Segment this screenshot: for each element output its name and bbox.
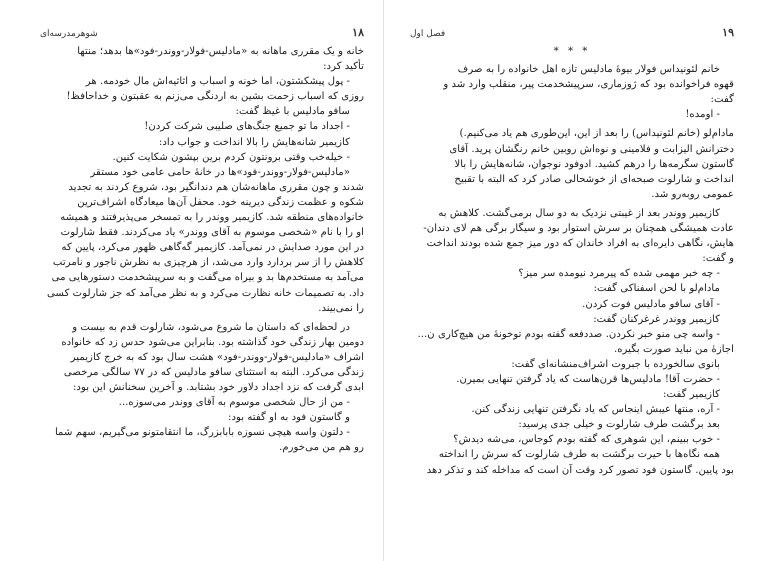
text-line: عمومی روبه‌رو شد.	[651, 188, 734, 200]
text-line: خانه و یک مقرری ماهانه به «مادلیس-فولار-ووندر-فود»ها بدهد؛ منتها	[77, 46, 364, 57]
section-separator: * * *	[553, 46, 591, 57]
text-line: سافو مادلیس با غیظ گفت:	[235, 106, 350, 118]
text-line: عادت همیشگی همچنان بر سرش استوار بود و سیگار برگی هم لای دندان-	[423, 223, 734, 235]
text-line: و گاستون فود به او گفته بود:	[228, 412, 350, 424]
text-line: را نمی‌بیند.	[318, 302, 364, 314]
text-line: او را با نام «شخصی موسوم به آقای ووندر» یاد می‌کردند. فقط شارلوت	[60, 227, 364, 239]
text-line: بود پایین. گاستون فود تصور کرد وقت آن است که مداخله کند و تذکر دهد	[426, 464, 734, 476]
text-line: در این مورد صدایش در نمی‌آمد. کازیمیر گه‌گاهی ظهور می‌کرد، پایین که	[61, 242, 364, 254]
text-line: گفت:	[710, 94, 734, 106]
text-line: می‌آمد به مستخدم‌ها بد و بیراه می‌گفت و به سرپیشخدمت دستورهایی می‌	[51, 272, 364, 284]
book-gutter	[383, 0, 384, 561]
text-line: - حضرت آقا! مادلیس‌ها قرن‌هاست که یاد گرفتن تنهایی بمیرن.	[456, 373, 720, 385]
text-line: کلاهش را از سر بردارد وارد می‌شد، از هرچیزی به نظرش ناجور و نامرتب	[52, 257, 364, 269]
right-page-body	[410, 44, 734, 478]
left-page-body	[40, 44, 364, 456]
text-line: - اومده!	[685, 109, 720, 121]
text-line: - واسه چی منو خبر نکردن. صددفعه گفته بودم توخونهٔ من هیچ‌کاری ن...	[417, 328, 720, 340]
text-line: - پول پیشکشتون، اما خونه و اسباب و اثاثیه‌اش مال خودمه. هر	[85, 76, 350, 88]
text-line: - خیله‌خب وقتی برونتون کردم برین بپشون شکایت کنین.	[112, 151, 350, 163]
text-line: - دلتون واسه هیچی نسوزه بابابزرگ، ما انتقامتونو می‌گیریم، سهم شما	[54, 427, 350, 439]
text-line: - اجداد ما تو جمیع جنگ‌های صلیبی شرکت کردن!	[144, 121, 350, 133]
text-line: زندگی می‌کرد. البته به استثنای سافو مادلیس که در ۷۷ سالگی مرخصی	[63, 366, 364, 378]
page-number: ۱۹	[722, 26, 734, 39]
text-line: - خوب ببینم، این شوهری که گفته بودم کوجاس، می‌شه دیدش؟	[453, 434, 720, 446]
text-line: انداخت و شارلوت صبحه‌ای از خوشحالی صادر کرد که البته با تقبیح	[454, 173, 734, 185]
text-line: کازیمیر ووندر بعد از غیبتی نزدیک به دو سال برمی‌گشت. کلاهش به	[438, 207, 720, 219]
text-line: - آقای سافو مادلیس فوت کردن.	[582, 298, 720, 310]
text-line: دومین بهار زندگی خود گذاشته بود. بنابراین می‌شود حدس زد که خانواده	[61, 336, 364, 348]
text-line: تأکید کرد:	[323, 61, 364, 73]
text-line: بعد برگشت طرف شارلوت و خیلی جدی پرسید:	[518, 419, 720, 431]
text-line: در لحظه‌ای که داستان ما شروع می‌شود، شارلوت قدم به بیست و	[72, 321, 350, 333]
text-line: کازیمیر شانه‌هایش را بالا انداخت و جواب داد:	[158, 136, 350, 148]
text-line: هایش، نگاهی دایره‌ای به افراد خاندان که دور میز جمع شده بودند انداخت	[426, 238, 734, 250]
right-page-header	[410, 26, 734, 40]
text-line: گاستون سگرمه‌ها را درهم کشید. ادوفود نوجوان، شانه‌هایش را بالا	[454, 158, 734, 170]
text-line: داد. به تصمیمات خانه نظارت می‌کرد و به نظر می‌آمد که جز شارلوت کسی	[46, 287, 364, 299]
text-line: خانواده‌های منطقه شد. کازیمیر ووندر را به تمسخر می‌پذیرفتند و همیشه	[60, 212, 364, 224]
text-line: روزی که اسباب زحمت بشین به اردنگی می‌زنم به عقبتون و خداحافظ!	[66, 91, 364, 103]
text-line: همه نگاه‌ها با حیرت برگشت به طرف شارلوت که سرش را انداخته	[438, 449, 720, 461]
page-number: ۱۸	[352, 26, 364, 39]
left-page	[40, 0, 364, 561]
text-line: مادام‌لو (خانم لئونیداس) را بعد از این، این‌طوری هم یاد می‌کنیم.)	[459, 128, 734, 140]
text-line: اشراف «مادلیس-فولار-ووندر-فود» هشت سال بود که به خرج کازیمیر	[70, 351, 364, 363]
text-line: اجازهٔ من نباید صورت بگیره.	[613, 343, 734, 355]
running-head: شوهرمدرسه‌ای	[40, 29, 98, 39]
right-page	[410, 0, 734, 561]
text-line: کازیمیر گفت:	[663, 389, 720, 401]
text-line: دخترانش الیزابت و فلامینی و نوه‌اش روبین خانم رنگشان پرید. آقای	[449, 143, 734, 155]
text-line: و گفت:	[702, 253, 734, 265]
text-line: رو هم من می‌خورم.	[279, 442, 364, 454]
text-line: - من از حال شخصی موسوم به آقای ووندر می‌سوزه...	[118, 397, 350, 409]
text-line: شکوه و عظمت زندگی دیرینه خود. محفل آن‌ها میعادگاه اشراف‌ترین	[77, 196, 364, 208]
running-head: فصل اول	[410, 29, 446, 39]
text-line: بانوی سالخورده با جبروت اشراف‌منشانه‌ای گفت:	[511, 358, 720, 370]
text-line: مادام‌لو با لحن اسفناکی گفت:	[593, 283, 720, 295]
text-line: شدند و چون مقرری ماهانه‌شان هم دندانگیر بود، شروع کردند به تجدید	[68, 181, 364, 193]
text-line: «مادلیس-فولار-ووندر-فود»ها در خانهٔ حامی عامی خود مستقر	[90, 166, 350, 178]
text-line: - چه خبر مهمی شده که پیرمرد نیومده سر میز؟	[518, 268, 720, 280]
text-line: خانم لئونیداس فولار بیوهٔ مادلیس تازه اهل خانواده را به صرف	[457, 64, 720, 76]
text-line: قهوه فراخوانده بود که ژوزماری، سرپیشخدمت پیر، منقلب وارد شد و	[443, 79, 734, 91]
left-page-header	[40, 26, 364, 40]
text-line: کازیمیر ووندر غرغرکنان گفت:	[593, 313, 720, 325]
text-line: ابدی گرفت که نزد اجداد دلاور خود بشتابد. و آخرین سخنانش این بود:	[72, 382, 364, 394]
text-line: - آره، منتها عیبش اینجاس که یاد نگرفتن تنهایی زندگی کنن.	[471, 404, 720, 416]
